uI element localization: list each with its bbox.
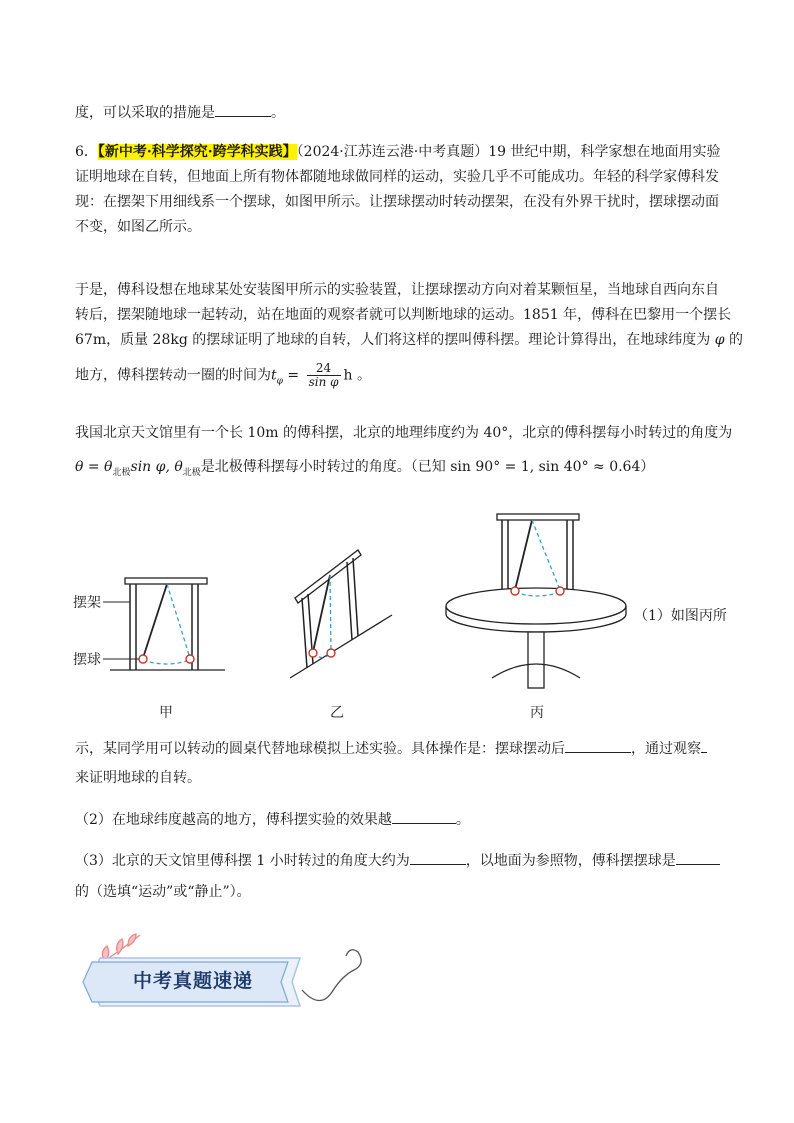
answer-blank[interactable] xyxy=(215,102,271,117)
sub-question-3-line-2: 的（选填“运动”或“静止”）。 xyxy=(75,884,251,900)
sub-question-1-line-3: 来证明地球的自转。 xyxy=(75,770,201,786)
section-banner-title: 中考真题速递 xyxy=(133,970,254,992)
answer-blank-3a[interactable] xyxy=(410,850,466,865)
paragraph-2-line-2: 转后，摆架随地球一起转动，站在地面的观察者就可以判断地球的运动。1851 年，傅科在巴黎用一个摆长 xyxy=(75,307,732,323)
paragraph-2-line-4: 地方，傅科摆转动一圈的时间为$t_\varphi$ = $\frac{24}{\text{sin φ}}$ h 。 xyxy=(75,361,372,389)
answer-blank-3b[interactable] xyxy=(676,850,720,865)
swirl-decoration-icon xyxy=(302,950,361,1001)
question-6-line-1 xyxy=(75,142,720,162)
sub-question-1-line-2: 示，某同学用可以转动的圆桌代替地球模拟上述实验。具体操作是：摆球摆动后 ，通过观察 xyxy=(75,738,707,759)
figure-a xyxy=(73,578,225,721)
caption-b: 乙 xyxy=(330,705,344,721)
question-6-line-4: 不变，如图乙所示。 xyxy=(75,219,201,235)
sub-question-1-start: （1）如图丙所 xyxy=(634,608,727,624)
answer-blank-2[interactable] xyxy=(392,809,456,824)
sub-question-3-line-1: （3）北京的天文馆里傅科摆 1 小时转过的角度大约为 ，以地面为参照物，傅科摆摆球是 xyxy=(75,850,720,871)
label-frame: 摆架 xyxy=(73,595,101,611)
question-6-line-2: 证明地球在自转，但地面上所有物体都随地球做同样的运动，实验几乎不可能成功。年轻的科学家傅科发 xyxy=(75,169,719,185)
answer-blank-1b[interactable] xyxy=(701,738,707,753)
label-ball: 摆球 xyxy=(73,652,101,668)
figure-c xyxy=(446,514,626,721)
paragraph-3-line-1: 我国北京天文馆里有一个长 10m 的傅科摆，北京的地理纬度约为 40°，北京的傅科摆每小时转过的角度为 xyxy=(75,425,733,441)
prev-question-line: 度，可以采取的措施是 。 xyxy=(75,102,285,123)
sub-question-2: （2）在地球纬度越高的地方，傅科摆实验的效果越 。 xyxy=(75,809,470,830)
paragraph-2-line-3: 67m，质量 28kg 的摆球证明了地球的自转，人们将这样的摆叫傅科摆。理论计算得出，在地球纬度为 φ 的 xyxy=(75,332,743,348)
question-tag: 【新中考·科学探究·跨学科实践】 xyxy=(97,144,297,160)
paragraph-2-line-1: 于是，傅科设想在地球某处安装图甲所示的实验装置，让摆球摆动方向对着某颗恒星，当地球自西向东自 xyxy=(75,282,719,298)
question-6-line-3: 现：在摆架下用细线系一个摆球，如图甲所示。让摆球摆动时转动摆架，在没有外界干扰时，摆球摆动面 xyxy=(75,194,719,210)
answer-blank-1a[interactable] xyxy=(565,738,631,753)
caption-c: 丙 xyxy=(530,705,544,721)
question-number: 6． xyxy=(75,144,98,160)
caption-a: 甲 xyxy=(159,705,173,721)
period-fraction: $\frac{24}{\text{sin φ}}$ xyxy=(308,361,339,389)
figure-b xyxy=(290,550,392,721)
paragraph-3-line-2: $\theta = \theta_{北极}\sin$ φ, $\theta_{北极}$是北极傅科摆每小时转过的角度。（已知 sin 90° = 1, sin 40° ≈ 0.64） xyxy=(75,459,655,478)
question-source: （2024·江苏连云港·中考真题）19 世纪中期，科学家想在地面用实验 xyxy=(296,144,721,160)
